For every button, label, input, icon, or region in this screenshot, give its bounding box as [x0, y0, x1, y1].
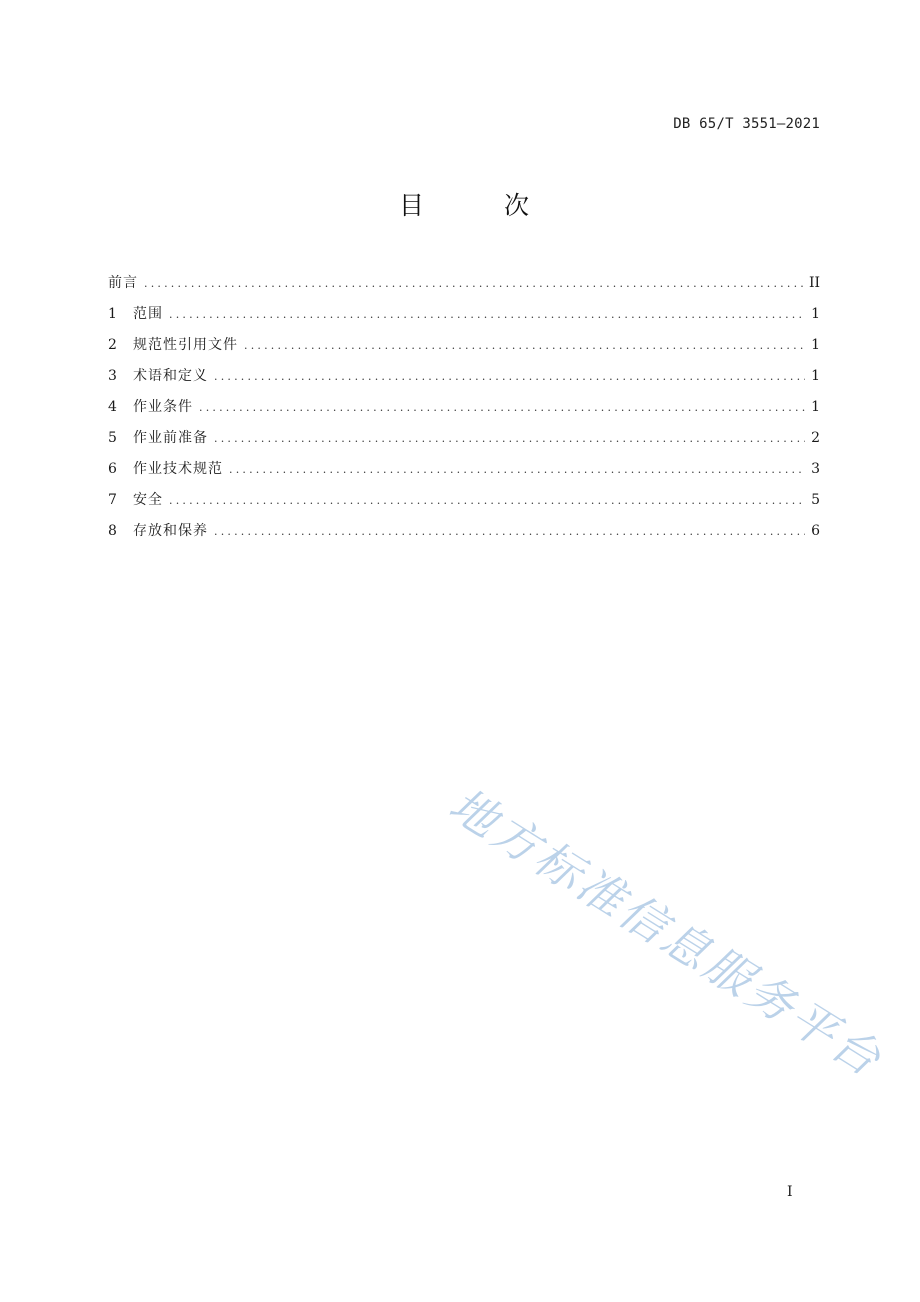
toc-entry-page: 5: [811, 492, 820, 508]
toc-title: 目 次: [399, 191, 565, 220]
toc-entry-number: 5: [108, 430, 117, 446]
toc-entry-page: 3: [811, 461, 820, 477]
toc-entry-title: 前言: [108, 275, 138, 291]
toc-entry-title: 规范性引用文件: [133, 337, 238, 353]
toc-entry-number: 3: [108, 368, 117, 384]
toc-dot-leader: [169, 494, 805, 507]
toc-entry-title: 存放和保养: [133, 523, 208, 539]
document-code: DB 65/T 3551—2021: [673, 116, 820, 132]
toc-entry-page: 1: [811, 368, 820, 384]
toc-entry-terms-definitions[interactable]: [108, 365, 820, 396]
toc-dot-leader: [214, 525, 805, 538]
toc-dot-leader: [244, 339, 805, 352]
toc-entry-page: 1: [811, 337, 820, 353]
toc-entry-number: 2: [108, 337, 117, 353]
toc-dot-leader: [144, 277, 803, 290]
toc-entry-title: 范围: [133, 306, 163, 322]
toc-entry-number: 1: [108, 306, 117, 322]
toc-entry-scope[interactable]: [108, 303, 820, 334]
toc-entry-number: 7: [108, 492, 117, 508]
toc-entry-page: 6: [811, 523, 820, 539]
toc-dot-leader: [169, 308, 805, 321]
toc-entry-title: 安全: [133, 492, 163, 508]
toc-entry-page: 2: [811, 430, 820, 446]
toc-entry-number: 6: [108, 461, 117, 477]
toc-entry-title: 作业技术规范: [133, 461, 223, 477]
toc-dot-leader: [214, 432, 805, 445]
toc-dot-leader: [214, 370, 805, 383]
toc-entry-page: II: [808, 275, 820, 291]
page-number: I: [787, 1184, 793, 1200]
toc-entry-number: 4: [108, 399, 117, 415]
toc-entry-operating-conditions[interactable]: [108, 396, 820, 427]
toc-entry-page: 1: [811, 399, 820, 415]
toc-entry-foreword[interactable]: [108, 272, 820, 303]
toc-entry-title: 作业前准备: [133, 430, 208, 446]
toc-entry-technical-specification[interactable]: [108, 458, 820, 489]
toc-dot-leader: [199, 401, 805, 414]
toc-entry-storage-maintenance[interactable]: [108, 520, 820, 551]
table-of-contents: [108, 272, 820, 551]
watermark: 地方标准信息服务平台: [440, 777, 893, 1088]
toc-dot-leader: [229, 463, 805, 476]
toc-entry-normative-references[interactable]: [108, 334, 820, 365]
toc-entry-title: 作业条件: [133, 399, 193, 415]
toc-entry-safety[interactable]: [108, 489, 820, 520]
toc-entry-title: 术语和定义: [133, 368, 208, 384]
toc-entry-page: 1: [811, 306, 820, 322]
toc-entry-number: 8: [108, 523, 117, 539]
toc-entry-preparation[interactable]: [108, 427, 820, 458]
